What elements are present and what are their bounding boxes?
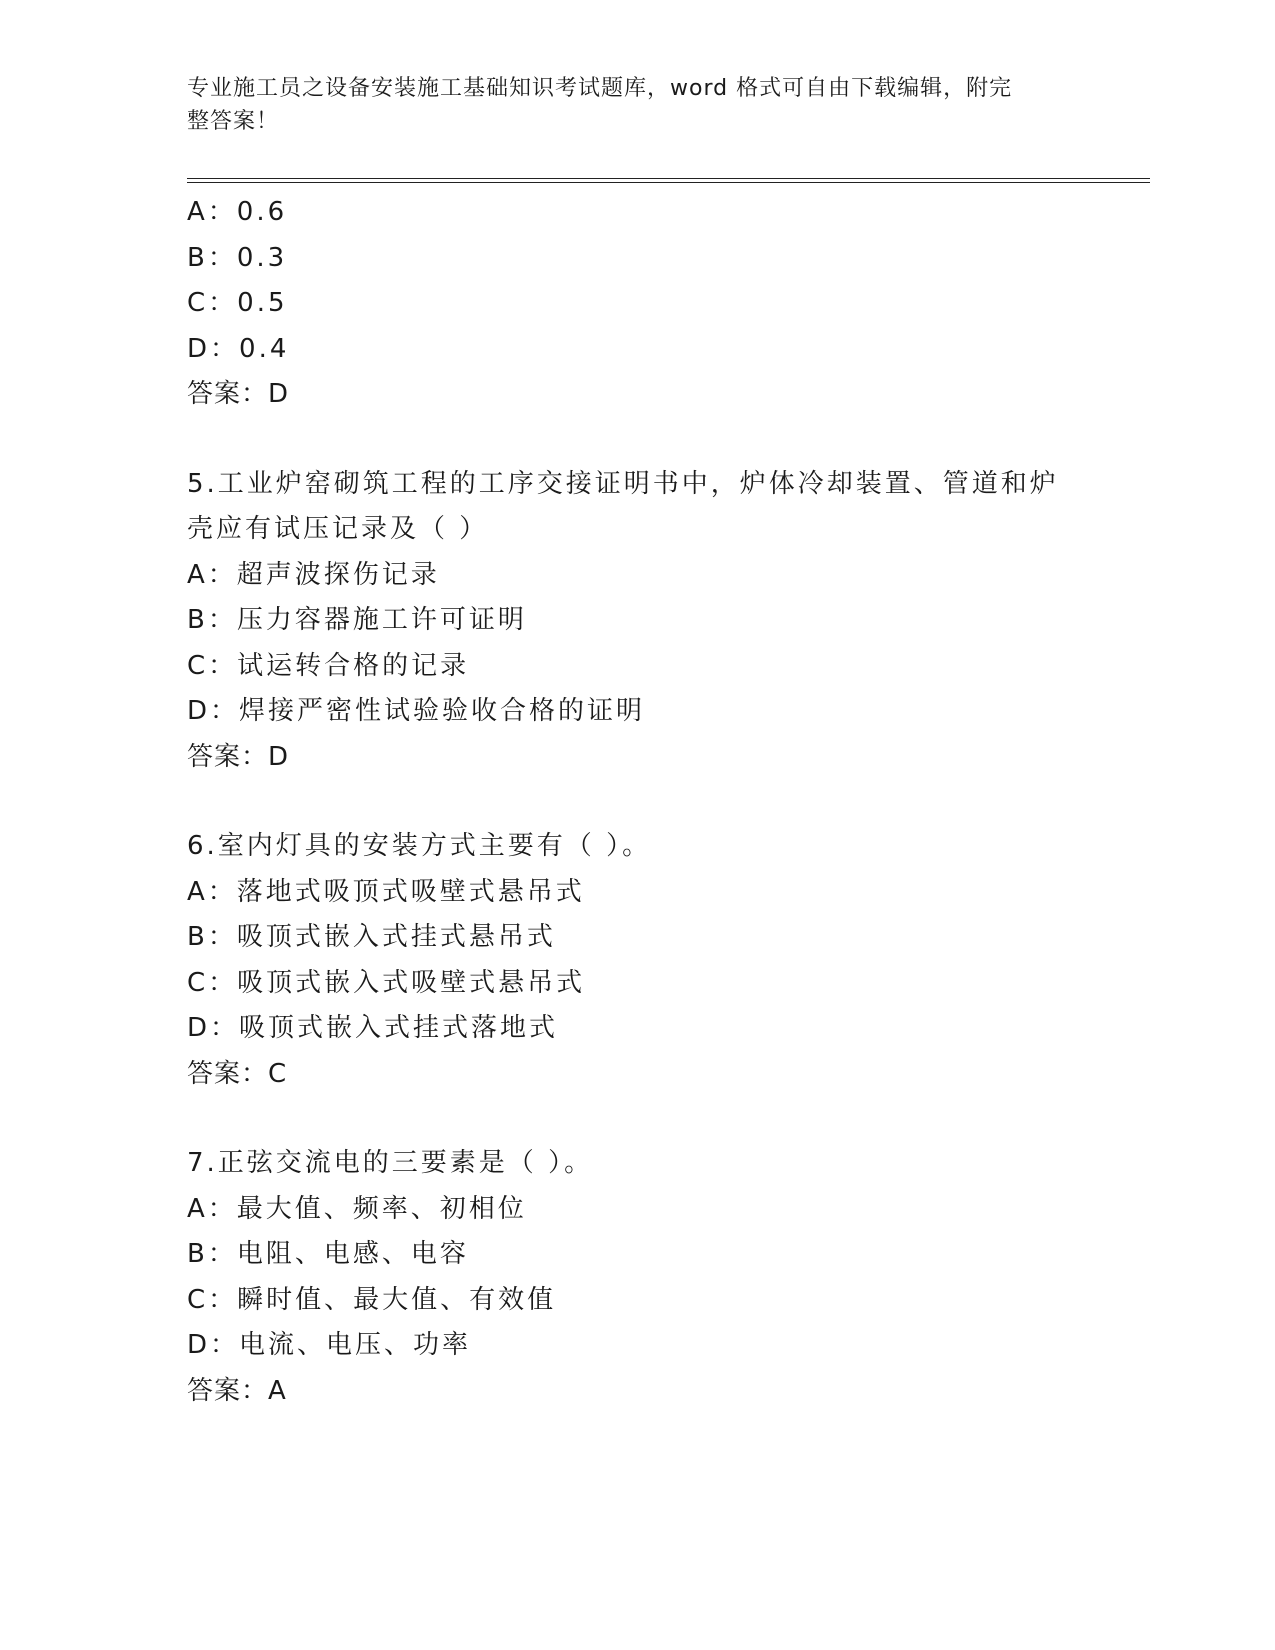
option-d: D：0.4 — [187, 333, 290, 364]
option-a: A：0.6 — [187, 197, 288, 227]
question-stem: 6.室内灯具的安装方式主要有（ ）。 — [187, 831, 652, 861]
option-a: A：落地式吸顶式吸壁式悬吊式 — [187, 876, 585, 907]
option-b: B：压力容器施工许可证明 — [187, 605, 527, 635]
option-b: B：0.3 — [187, 242, 288, 273]
answer-line: 答案：D — [187, 379, 290, 409]
question-content — [187, 190, 1067, 1414]
header-divider-bottom — [187, 182, 1150, 183]
answer-line: 答案：C — [187, 1058, 288, 1089]
option-c: C：0.5 — [187, 288, 288, 318]
header-line-1: 专业施工员之设备安装施工基础知识考试题库，word 格式可自由下载编辑，附完 — [187, 76, 1013, 101]
question-block-7 — [187, 1141, 1067, 1414]
option-a: A：超声波探伤记录 — [187, 559, 440, 590]
option-a: A：最大值、频率、初相位 — [187, 1193, 527, 1224]
option-d: D：吸顶式嵌入式挂式落地式 — [187, 1013, 559, 1043]
option-d: D：焊接严密性试验验收合格的证明 — [187, 696, 646, 726]
question-block-5 — [187, 462, 1067, 781]
question-block-6 — [187, 824, 1067, 1097]
spacer — [187, 780, 1067, 824]
option-b: B：吸顶式嵌入式挂式悬吊式 — [187, 922, 556, 952]
header-line-2: 整答案！ — [187, 109, 280, 134]
option-c: C：吸顶式嵌入式吸壁式悬吊式 — [187, 967, 586, 998]
question-stem: 7.正弦交流电的三要素是（ ）。 — [187, 1148, 594, 1178]
answer-line: 答案：A — [187, 1375, 287, 1406]
question-stem-continued: 壳应有试压记录及（ ） — [187, 514, 489, 544]
spacer — [187, 418, 1067, 462]
option-c: C：试运转合格的记录 — [187, 650, 470, 681]
spacer — [187, 1097, 1067, 1141]
option-d: D：电流、电压、功率 — [187, 1330, 472, 1360]
question-stem: 5.工业炉窑砌筑工程的工序交接证明书中，炉体冷却装置、管道和炉 — [187, 468, 1059, 499]
question-block-prev — [187, 190, 1067, 418]
answer-line: 答案：D — [187, 741, 290, 772]
option-b: B：电阻、电感、电容 — [187, 1239, 469, 1269]
header-divider-top — [187, 178, 1150, 179]
document-header — [187, 72, 1067, 138]
option-c: C：瞬时值、最大值、有效值 — [187, 1284, 557, 1315]
